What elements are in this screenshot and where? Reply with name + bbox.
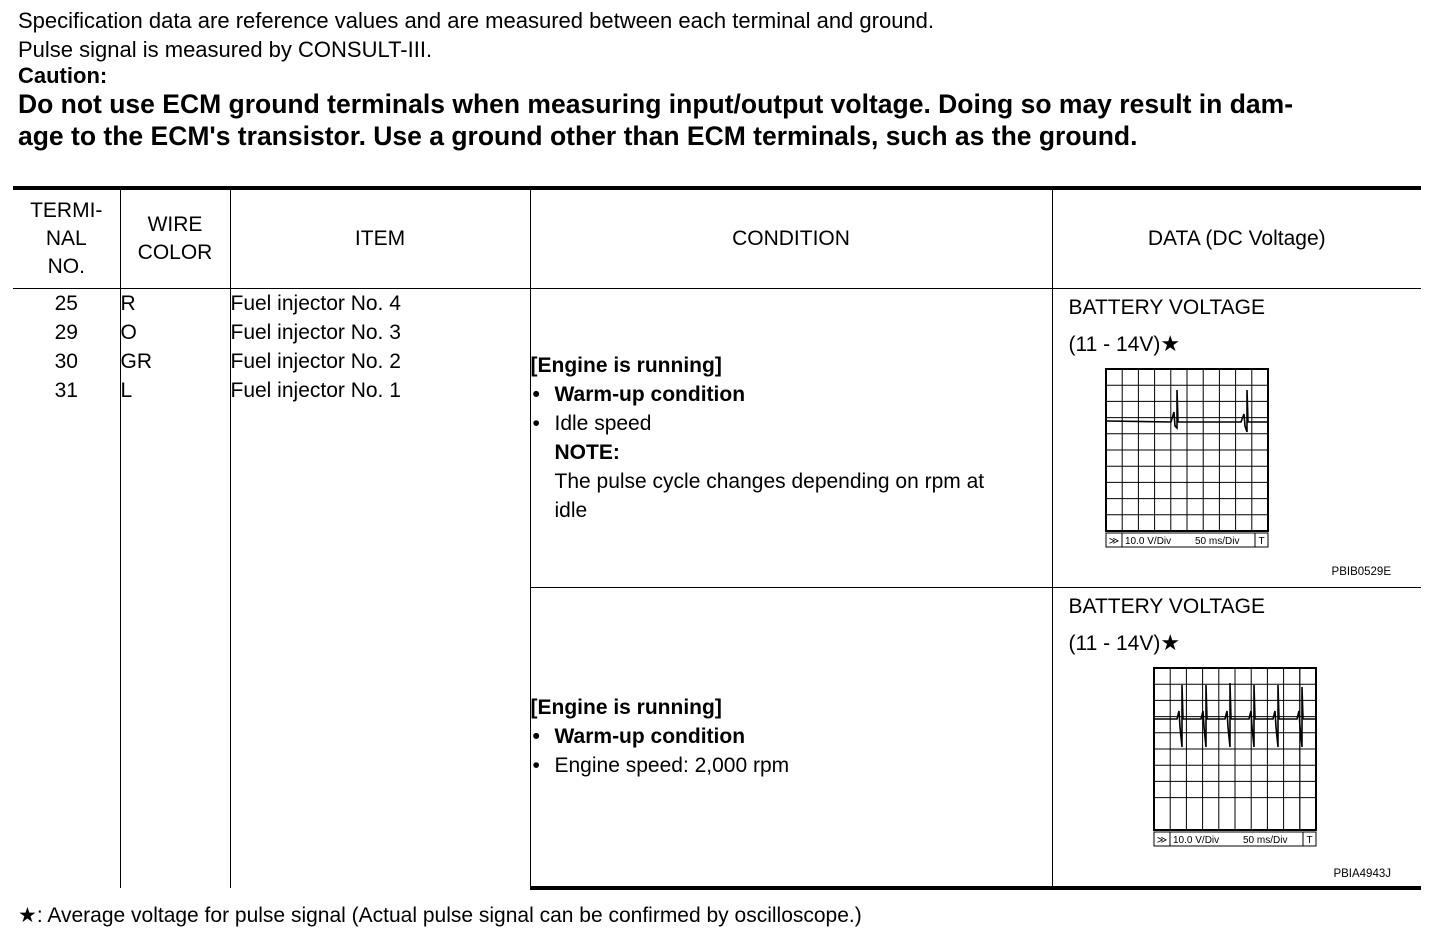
- condition-heading: [Engine is running]: [530, 696, 722, 720]
- data-2000rpm: [1052, 588, 1421, 888]
- scope-prefix: ≫: [1108, 536, 1119, 547]
- header-row: [13, 188, 1421, 289]
- voltage-spec: BATTERY VOLTAGE (11 - 14V)★: [1068, 296, 1265, 356]
- figure-code: PBIA4943J: [1333, 868, 1391, 880]
- scope-volts-per-div: 10.0 V/Div: [1172, 835, 1219, 846]
- oscilloscope-waveform-idle: [1105, 368, 1273, 550]
- header-data: DATA (DC Voltage): [1052, 188, 1421, 289]
- wire-colors: R O GR L: [120, 289, 230, 888]
- caution-heading: Caution:: [18, 63, 108, 88]
- footnote: [18, 903, 862, 928]
- footnote-text: : Average voltage for pulse signal (Actual pulse signal can be confirmed by oscilloscope.): [36, 904, 862, 927]
- table-row: [13, 289, 1421, 588]
- condition-bullet: • Warm-up condition: [532, 725, 746, 749]
- star-icon: ★: [1160, 331, 1181, 356]
- terminal-spec-table: [13, 186, 1421, 890]
- note-text: The pulse cycle changes depending on rpm at: [554, 470, 985, 493]
- scope-time-per-div: 50 ms/Div: [1194, 536, 1239, 547]
- terminal-numbers: 25 29 30 31: [13, 289, 120, 888]
- items: Fuel injector No. 4 Fuel injector No. 3 Fuel injector No. 2 Fuel injector No. 1: [230, 289, 530, 888]
- voltage-spec: BATTERY VOLTAGE (11 - 14V)★: [1068, 595, 1265, 655]
- spec-note: Specification data are reference values and are measured between each terminal and ground.: [18, 8, 935, 33]
- header-item: ITEM: [230, 188, 530, 289]
- header-wire-color: WIRE COLOR: [120, 188, 230, 289]
- header-condition: CONDITION: [530, 188, 1052, 289]
- condition-bullet: • Engine speed: 2,000 rpm: [532, 754, 790, 778]
- header-terminal: TERMI- NAL NO.: [13, 188, 120, 289]
- pulse-note: Pulse signal is measured by CONSULT-III.: [18, 37, 433, 62]
- condition-bullet: • Idle speed: [532, 412, 652, 435]
- note-text: idle: [554, 499, 588, 522]
- figure-code: PBIB0529E: [1331, 566, 1391, 578]
- star-icon: ★: [18, 904, 37, 927]
- condition-idle: [530, 289, 1052, 588]
- condition-heading: [Engine is running]: [530, 354, 722, 377]
- condition-bullet: • Warm-up condition: [532, 383, 746, 406]
- star-icon: ★: [1160, 630, 1181, 655]
- note-label: NOTE:: [554, 441, 620, 464]
- caution-line-1: Do not use ECM ground terminals when measuring input/output voltage. Doing so may result in dam-: [18, 89, 1294, 119]
- scope-time-per-div: 50 ms/Div: [1242, 835, 1287, 846]
- scope-trigger: T: [1305, 835, 1313, 846]
- intro-text: [18, 6, 1293, 152]
- data-idle: [1052, 289, 1421, 588]
- condition-2000rpm: [530, 588, 1052, 888]
- scope-prefix: ≫: [1156, 835, 1167, 846]
- scope-trigger: T: [1257, 536, 1265, 547]
- oscilloscope-waveform-2000rpm: [1153, 667, 1321, 849]
- caution-line-2: age to the ECM's transistor. Use a ground other than ECM terminals, such as the ground.: [18, 121, 1138, 151]
- scope-volts-per-div: 10.0 V/Div: [1124, 536, 1171, 547]
